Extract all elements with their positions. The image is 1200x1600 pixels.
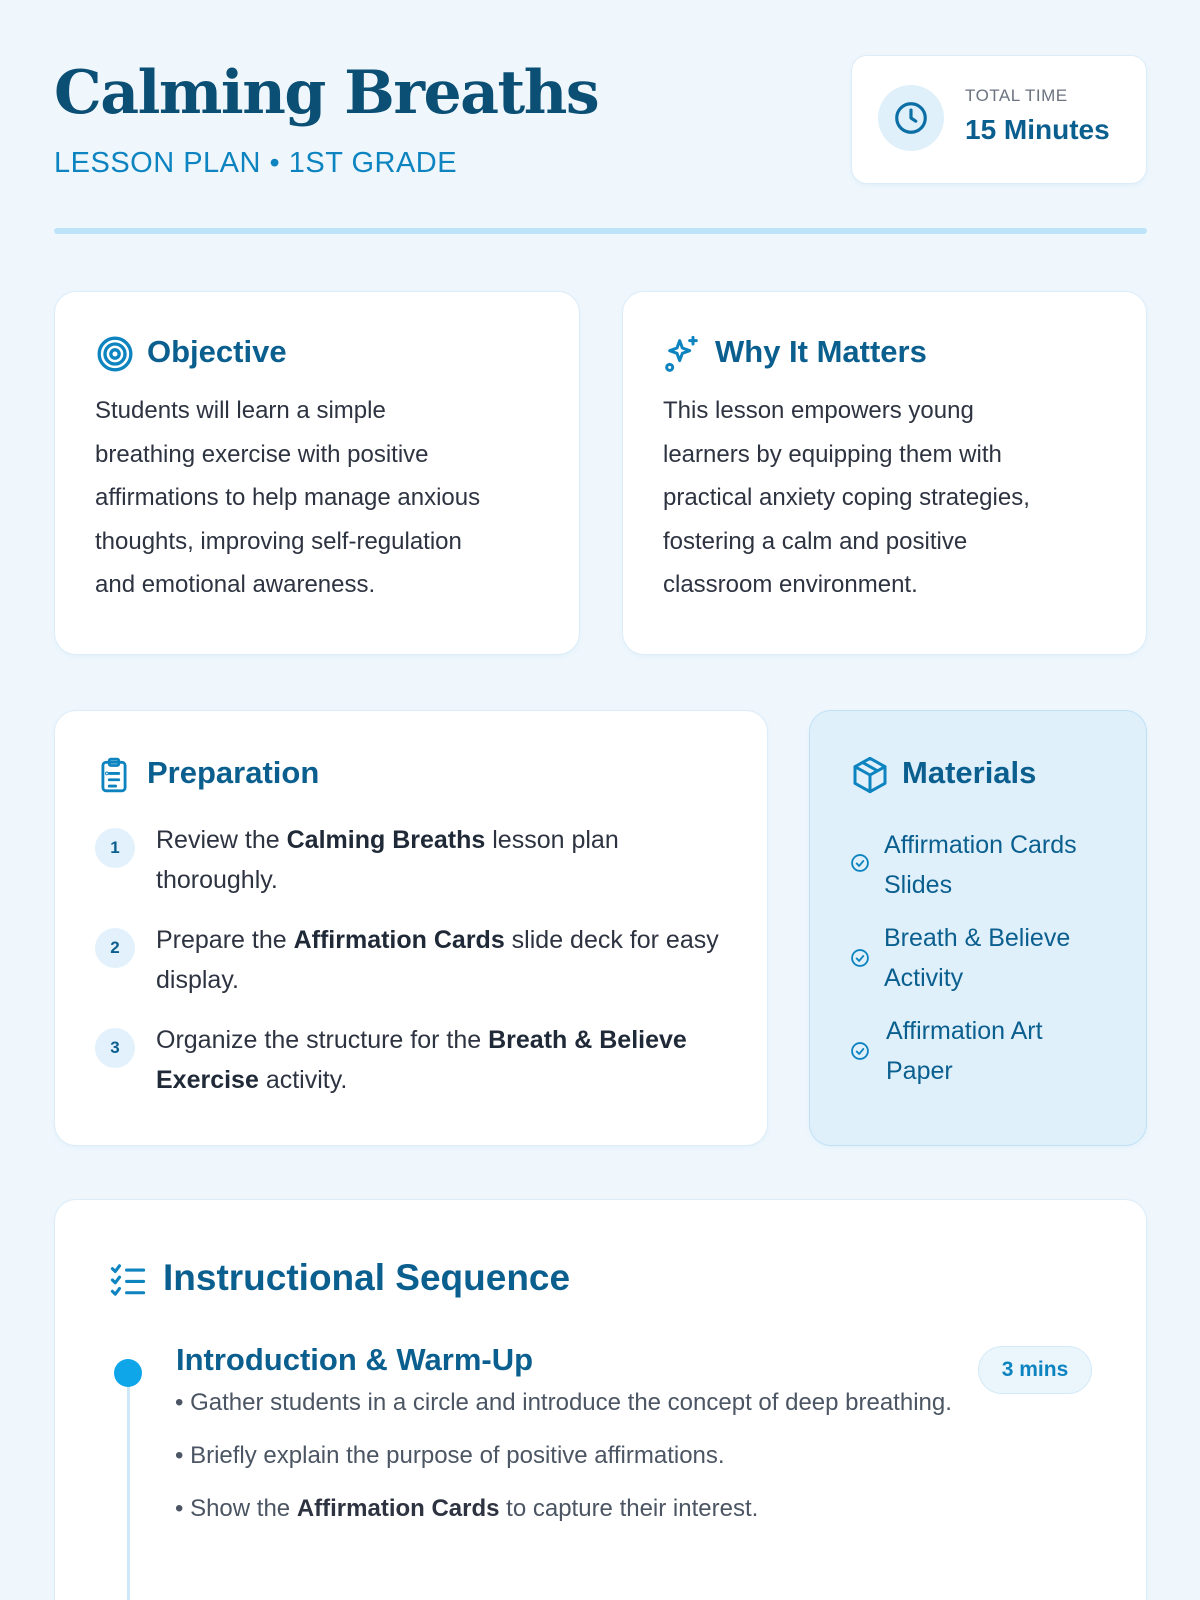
total-time-value: 15 Minutes [965,114,1110,145]
step-text: Prepare the Affirmation Cards slide deck for easy display. [156,926,719,994]
total-time-card [851,55,1147,184]
objective-card [54,291,580,655]
sparkles-icon [663,334,703,378]
preparation-title: Preparation [147,755,320,790]
total-time-label: TOTAL TIME [965,86,1068,105]
page-header [54,55,1147,185]
step-bullet: • Gather students in a circle and introduce the concept of deep breathing. [175,1389,952,1416]
step-number: 3 [95,1028,135,1068]
step-text: Organize the structure for the Breath & Believe Exercise activity. [156,1026,687,1094]
box-icon [850,755,890,799]
why-it-matters-title: Why It Matters [715,334,927,369]
check-circle-icon [850,1041,870,1065]
preparation-card [54,710,768,1146]
step-text: Review the Calming Breaths lesson plan thoroughly. [156,826,619,894]
objective-title: Objective [147,334,287,369]
timeline-dot [114,1359,142,1387]
clipboard-icon [95,755,133,799]
materials-card [809,710,1147,1146]
instructional-sequence-card [54,1199,1147,1600]
target-icon [95,334,135,378]
material-label: Breath & Believe Activity [884,924,1071,992]
material-label: Affirmation Art Paper [886,1017,1043,1085]
material-label: Affirmation Cards Slides [884,831,1077,899]
check-circle-icon [850,853,870,877]
objective-text: Students will learn a simple breathing exercise with positive affirmations to help manage anxious thoughts, improving self-regulation and emotional awareness. [95,397,481,598]
checklist-icon [109,1263,147,1301]
page-title: Calming Breaths [54,58,599,128]
clock-icon [878,85,944,151]
instructional-sequence-title: Instructional Sequence [163,1257,571,1298]
page-subtitle: LESSON PLAN • 1ST GRADE [54,147,458,179]
step-bullet: • Briefly explain the purpose of positive affirmations. [175,1442,725,1469]
check-circle-icon [850,948,870,972]
header-divider [54,228,1147,234]
step-title: Introduction & Warm-Up [176,1342,534,1377]
why-it-matters-text: This lesson empowers young learners by equipping them with practical anxiety coping strategies, fostering a calm and positive classroom environment. [663,397,1030,598]
materials-title: Materials [902,755,1037,790]
timeline-line [127,1365,130,1600]
step-bullet: • Show the Affirmation Cards to capture their interest. [175,1495,759,1522]
why-it-matters-card [622,291,1147,655]
step-number: 2 [95,928,135,968]
step-number: 1 [95,828,135,868]
step-duration-badge: 3 mins [978,1346,1092,1394]
